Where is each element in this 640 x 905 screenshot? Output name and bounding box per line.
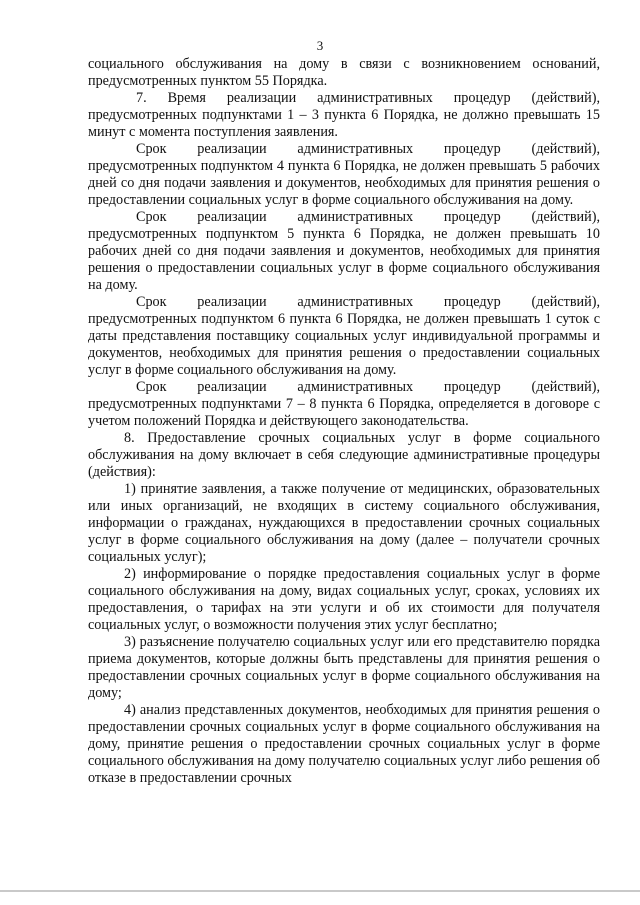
list-item-4: 4) анализ представленных документов, необходимых для принятия решения о предоставлении срочных социальных услуг в форме социального обслуживания на дому, принятие решения о предоставлении срочных социальных услуг в форме социального обслуживания на дому получателю социальных услуг либо решения об отказе в предоставлении срочных [88, 702, 600, 786]
paragraph-term-subitems-7-8: Срок реализации административных процедур (действий), предусмотренных подпунктами 7 – 8 пункта 6 Порядка, определяется в договоре с учетом положений Порядка и действующего законодательства. [88, 379, 600, 429]
list-item-2: 2) информирование о порядке предоставления социальных услуг в форме социального обслуживания на дому, видах социальных услуг, сроках, условиях их предоставления, о тарифах на эти услуги и об их стоимости для получателя социальных услуг, о возможности получения этих услуг бесплатно; [88, 566, 600, 633]
paragraph-item-8: 8. Предоставление срочных социальных услуг в форме социального обслуживания на дому включает в себя следующие административные процедуры (действия): [88, 430, 600, 480]
list-item-3: 3) разъяснение получателю социальных услуг или его представителю порядка приема документов, которые должны быть представлены для принятия решения о предоставлении срочных социальных услуг в форме социального обслуживания на дому; [88, 634, 600, 701]
paragraph-term-subitem-6: Срок реализации административных процедур (действий), предусмотренных подпунктом 6 пункта 6 Порядка, не должен превышать 1 суток с даты представления поставщику социальных услуг индивидуальной программы и документов, необходимых для принятия решения о предоставлении социальных услуг в форме социального обслуживания на дому. [88, 294, 600, 378]
paragraph-term-subitem-4: Срок реализации административных процедур (действий), предусмотренных подпунктом 4 пункта 6 Порядка, не должен превышать 5 рабочих дней со дня подачи заявления и документов, необходимых для принятия решения о предоставлении социальных услуг в форме социального обслуживания на дому. [88, 141, 600, 208]
paragraph-term-subitem-5: Срок реализации административных процедур (действий), предусмотренных подпунктом 5 пункта 6 Порядка, не должен превышать 10 рабочих дней со дня подачи заявления и документов, необходимых для принятия решения о предоставлении социальных услуг в форме социального обслуживания на дому. [88, 209, 600, 293]
page-bottom-edge [0, 890, 640, 892]
paragraph-item-7: 7. Время реализации административных процедур (действий), предусмотренных подпунктами 1 – 3 пункта 6 Порядка, не должно превышать 15 минут с момента поступления заявления. [88, 90, 600, 140]
list-item-1: 1) принятие заявления, а также получение от медицинских, образовательных или иных организаций, не входящих в систему социального обслуживания, информации о гражданах, нуждающихся в предоставлении срочных социальных услуг в форме социального обслуживания на дому (далее – получатели срочных социальных услуг); [88, 481, 600, 565]
document-body [88, 56, 600, 787]
page-number: 3 [316, 38, 324, 53]
paragraph-continuation: социального обслуживания на дому в связи с возникновением оснований, предусмотренных пунктом 55 Порядка. [88, 56, 600, 89]
